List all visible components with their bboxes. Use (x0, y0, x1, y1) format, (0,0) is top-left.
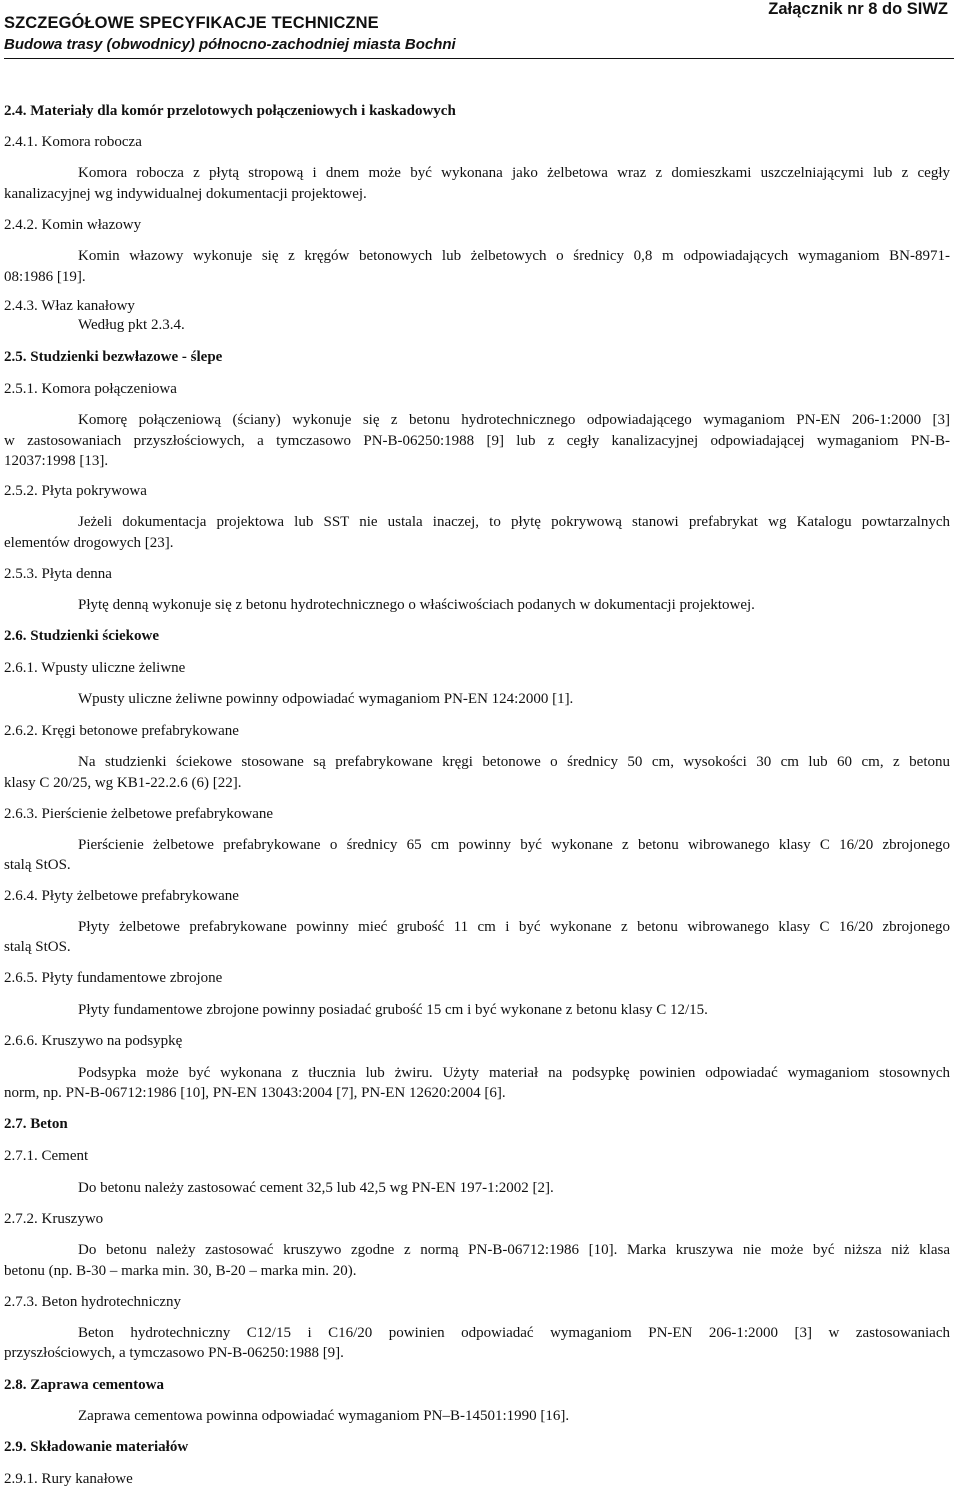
section-heading-2-7: 2.7. Beton (4, 1116, 68, 1132)
paragraph-line-2-6-4-b: stalą StOS. (4, 939, 71, 955)
section-heading-2-7-3: 2.7.3. Beton hydrotechniczny (4, 1294, 182, 1310)
section-heading-2-4: 2.4. Materiały dla komór przelotowych połączeniowych i kaskadowych (4, 103, 456, 119)
section-heading-2-7-2: 2.7.2. Kruszywo (4, 1211, 104, 1227)
section-heading-2-5-2: 2.5.2. Płyta pokrywowa (4, 483, 147, 499)
paragraph-line-2-7-3-b: przyszłościowych, a tymczasowo PN-B-06250:1988 [9]. (4, 1345, 344, 1361)
header-divider (4, 58, 954, 59)
paragraph-line-2-8: Zaprawa cementowa powinna odpowiadać wymaganiom PN–B-14501:1990 [16]. (78, 1408, 570, 1424)
paragraph-line-2-6-3-a: Pierścienie żelbetowe prefabrykowane o średnicy 65 cm powinny być wykonane z betonu wibrowanego klasy C 16/20 zbrojonego (78, 837, 950, 853)
paragraph-line-2-7-1: Do betonu należy zastosować cement 32,5 lub 42,5 wg PN-EN 197-1:2002 [2]. (78, 1180, 554, 1196)
section-heading-2-6-1: 2.6.1. Wpusty uliczne żeliwne (4, 660, 186, 676)
section-heading-2-6-4: 2.6.4. Płyty żelbetowe prefabrykowane (4, 888, 239, 904)
section-heading-2-5-1: 2.5.1. Komora połączeniowa (4, 381, 177, 397)
paragraph-line-2-4-2-a: Komin włazowy wykonuje się z kręgów betonowych lub żelbetowych o średnicy 0,8 m odpowiadających wymaganiom BN-8971- (78, 248, 950, 264)
page-header (0, 0, 960, 62)
section-heading-2-6-6: 2.6.6. Kruszywo na podsypkę (4, 1033, 183, 1049)
section-heading-2-7-1: 2.7.1. Cement (4, 1148, 89, 1164)
paragraph-line-2-4-1-b: kanalizacyjnej wg indywidualnej dokumentacji projektowej. (4, 186, 367, 202)
section-heading-2-9-1: 2.9.1. Rury kanałowe (4, 1471, 133, 1487)
section-heading-2-4-2: 2.4.2. Komin włazowy (4, 217, 142, 233)
section-heading-2-6-2: 2.6.2. Kręgi betonowe prefabrykowane (4, 723, 239, 739)
spec-title: SZCZEGÓŁOWE SPECYFIKACJE TECHNICZNE (4, 14, 379, 32)
paragraph-line-2-6-6-b: norm, np. PN-B-06712:1986 [10], PN-EN 13043:2004 [7], PN-EN 12620:2004 [6]. (4, 1085, 506, 1101)
paragraph-line-2-6-4-a: Płyty żelbetowe prefabrykowane powinny mieć grubość 11 cm i być wykonane z betonu wibrowanego klasy C 16/20 zbrojonego (78, 919, 950, 935)
paragraph-line-2-7-3-a: Beton hydrotechniczny C12/15 i C16/20 powinien odpowiadać wymaganiom PN-EN 206-1:2000 [3] w zastosowaniach (78, 1325, 950, 1341)
paragraph-line-2-5-1-a: Komorę połączeniową (ściany) wykonuje się z betonu hydrotechnicznego odpowiadającego wymaganiom PN-EN 206-1:2000 [3] (78, 412, 950, 428)
paragraph-line-2-4-3: Według pkt 2.3.4. (78, 317, 185, 333)
section-heading-2-9: 2.9. Składowanie materiałów (4, 1439, 189, 1455)
paragraph-line-2-4-1-a: Komora robocza z płytą stropową i dnem może być wykonana jako żelbetowa wraz z domieszkami uszczelniającymi lub z cegły (78, 165, 950, 181)
section-heading-2-4-3: 2.4.3. Właz kanałowy (4, 298, 135, 314)
paragraph-line-2-5-3: Płytę denną wykonuje się z betonu hydrotechnicznego o właściwościach podanych w dokumentacji projektowej. (78, 597, 755, 613)
section-heading-2-5-3: 2.5.3. Płyta denna (4, 566, 112, 582)
paragraph-line-2-7-2-b: betonu (np. B-30 – marka min. 30, B-20 – marka min. 20). (4, 1263, 357, 1279)
annex-label: Załącznik nr 8 do SIWZ (768, 0, 948, 18)
paragraph-line-2-6-2-a: Na studzienki ściekowe stosowane są prefabrykowane kręgi betonowe o średnicy 50 cm, wysokości 30 cm lub 60 cm, z betonu (78, 754, 950, 770)
section-heading-2-6-3: 2.6.3. Pierścienie żelbetowe prefabrykowane (4, 806, 274, 822)
section-heading-2-6: 2.6. Studzienki ściekowe (4, 628, 160, 644)
paragraph-line-2-6-1: Wpusty uliczne żeliwne powinny odpowiadać wymaganiom PN-EN 124:2000 [1]. (78, 691, 574, 707)
paragraph-line-2-5-1-c: 12037:1998 [13]. (4, 453, 109, 469)
paragraph-line-2-6-6-a: Podsypka może być wykonana z tłucznia lub żwiru. Użyty materiał na podsypkę powinien odpowiadać wymaganiom stosownych (78, 1065, 950, 1081)
section-heading-2-6-5: 2.6.5. Płyty fundamentowe zbrojone (4, 970, 223, 986)
paragraph-line-2-5-2-a: Jeżeli dokumentacja projektowa lub SST nie ustala inaczej, to płytę pokrywową stanowi prefabrykat wg Katalogu powtarzalnych (78, 514, 950, 530)
paragraph-line-2-5-1-b: w zastosowaniach przyszłościowych, a tymczasowo PN-B-06250:1988 [9] lub z cegły kanalizacyjnej odpowiadającej wymaganiom PN-B- (4, 433, 950, 449)
paragraph-line-2-5-2-b: elementów drogowych [23]. (4, 535, 174, 551)
paragraph-line-2-4-2-b: 08:1986 [19]. (4, 269, 86, 285)
paragraph-line-2-6-5: Płyty fundamentowe zbrojone powinny posiadać grubość 15 cm i być wykonane z betonu klasy C 12/15. (78, 1002, 708, 1018)
section-heading-2-8: 2.8. Zaprawa cementowa (4, 1377, 164, 1393)
section-heading-2-5: 2.5. Studzienki bezwłazowe - ślepe (4, 349, 223, 365)
section-heading-2-4-1: 2.4.1. Komora robocza (4, 134, 142, 150)
paragraph-line-2-7-2-a: Do betonu należy zastosować kruszywo zgodne z normą PN-B-06712:1986 [10]. Marka kruszywa nie może być niższa niż klasa (78, 1242, 950, 1258)
paragraph-line-2-6-3-b: stalą StOS. (4, 857, 71, 873)
paragraph-line-2-6-2-b: klasy C 20/25, wg KB1-22.2.6 (6) [22]. (4, 775, 242, 791)
project-subtitle: Budowa trasy (obwodnicy) północno-zachodniej miasta Bochni (4, 36, 456, 53)
